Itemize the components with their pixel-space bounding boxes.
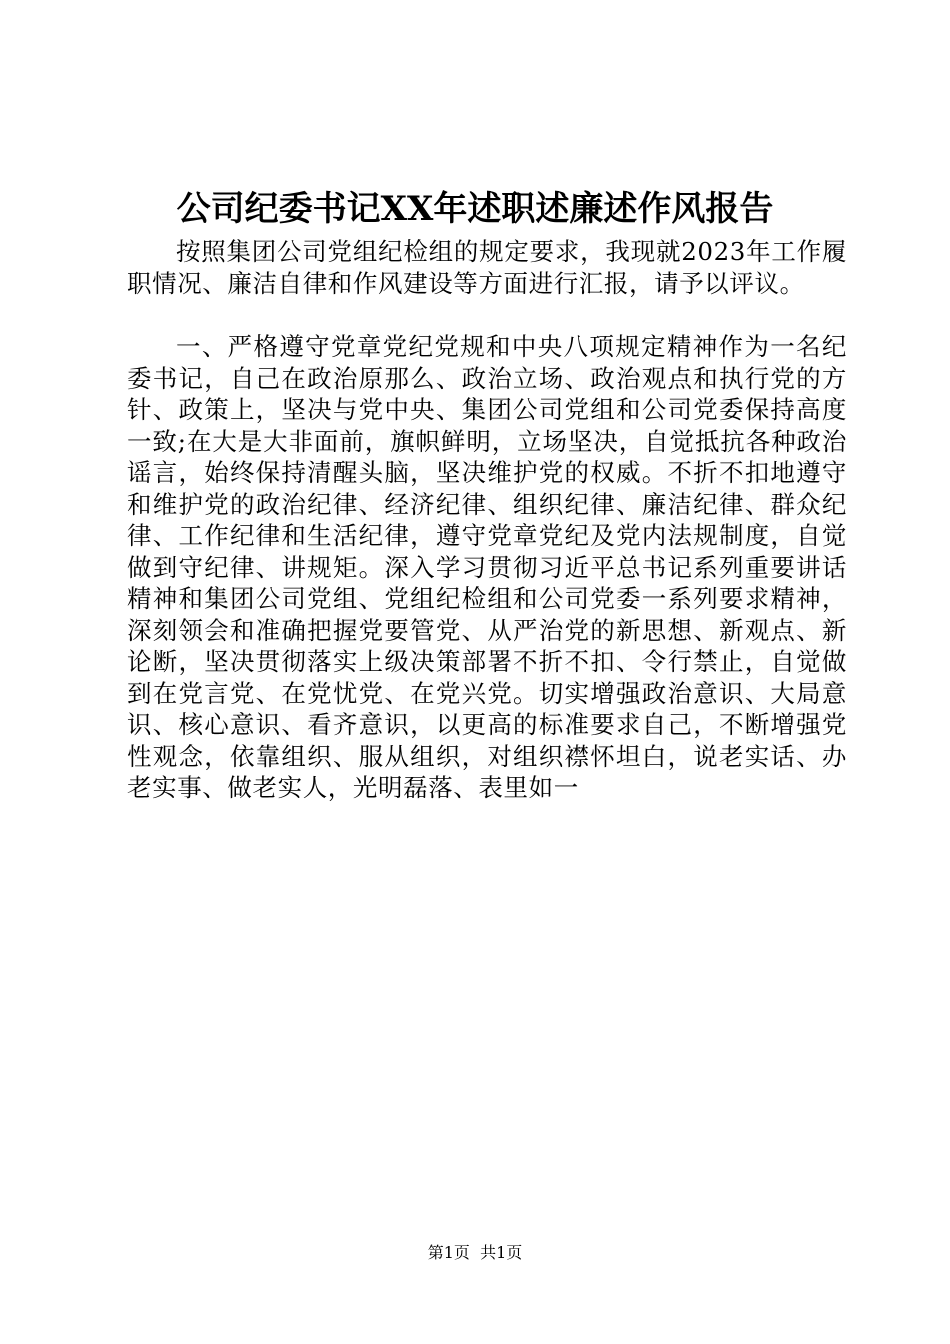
intro-paragraph: 按照集团公司党组纪检组的规定要求，我现就2023年工作履职情况、廉洁自律和作风建设等方面进行汇报，请予以评议。: [127, 237, 847, 298]
section-one-paragraph: 一、严格遵守党章党纪党规和中央八项规定精神作为一名纪委书记，自己在政治原那么、政治立场、政治观点和执行党的方针、政策上，坚决与党中央、集团公司党组和公司党委保持高度一致;在大是大非面前，旗帜鲜明，立场坚决，自觉抵抗各种政治谣言，始终保持清醒头脑，坚决维护党的权威。不折不扣地遵守和维护党的政治纪律、经济纪律、组织纪律、廉洁纪律、群众纪律、工作纪律和生活纪律，遵守党章党纪及党内法规制度，自觉做到守纪律、讲规矩。深入学习贯彻习近平总书记系列重要讲话精神和集团公司党组、党组纪检组和公司党委一系列要求精神，深刻领会和准确把握党要管党、从严治党的新思想、新观点、新论断，坚决贯彻落实上级决策部署不折不扣、令行禁止，自觉做到在党言党、在党忧党、在党兴党。切实增强政治意识、大局意识、核心意识、看齐意识，以更高的标准要求自己，不断增强党性观念，依靠组织、服从组织，对组织襟怀坦白，说老实话、办老实事、做老实人，光明磊落、表里如一: [127, 332, 847, 802]
document-title: 公司纪委书记XX年述职述廉述作风报告: [176, 189, 774, 229]
page-number-footer: 第1页 共1页: [427, 1243, 523, 1262]
